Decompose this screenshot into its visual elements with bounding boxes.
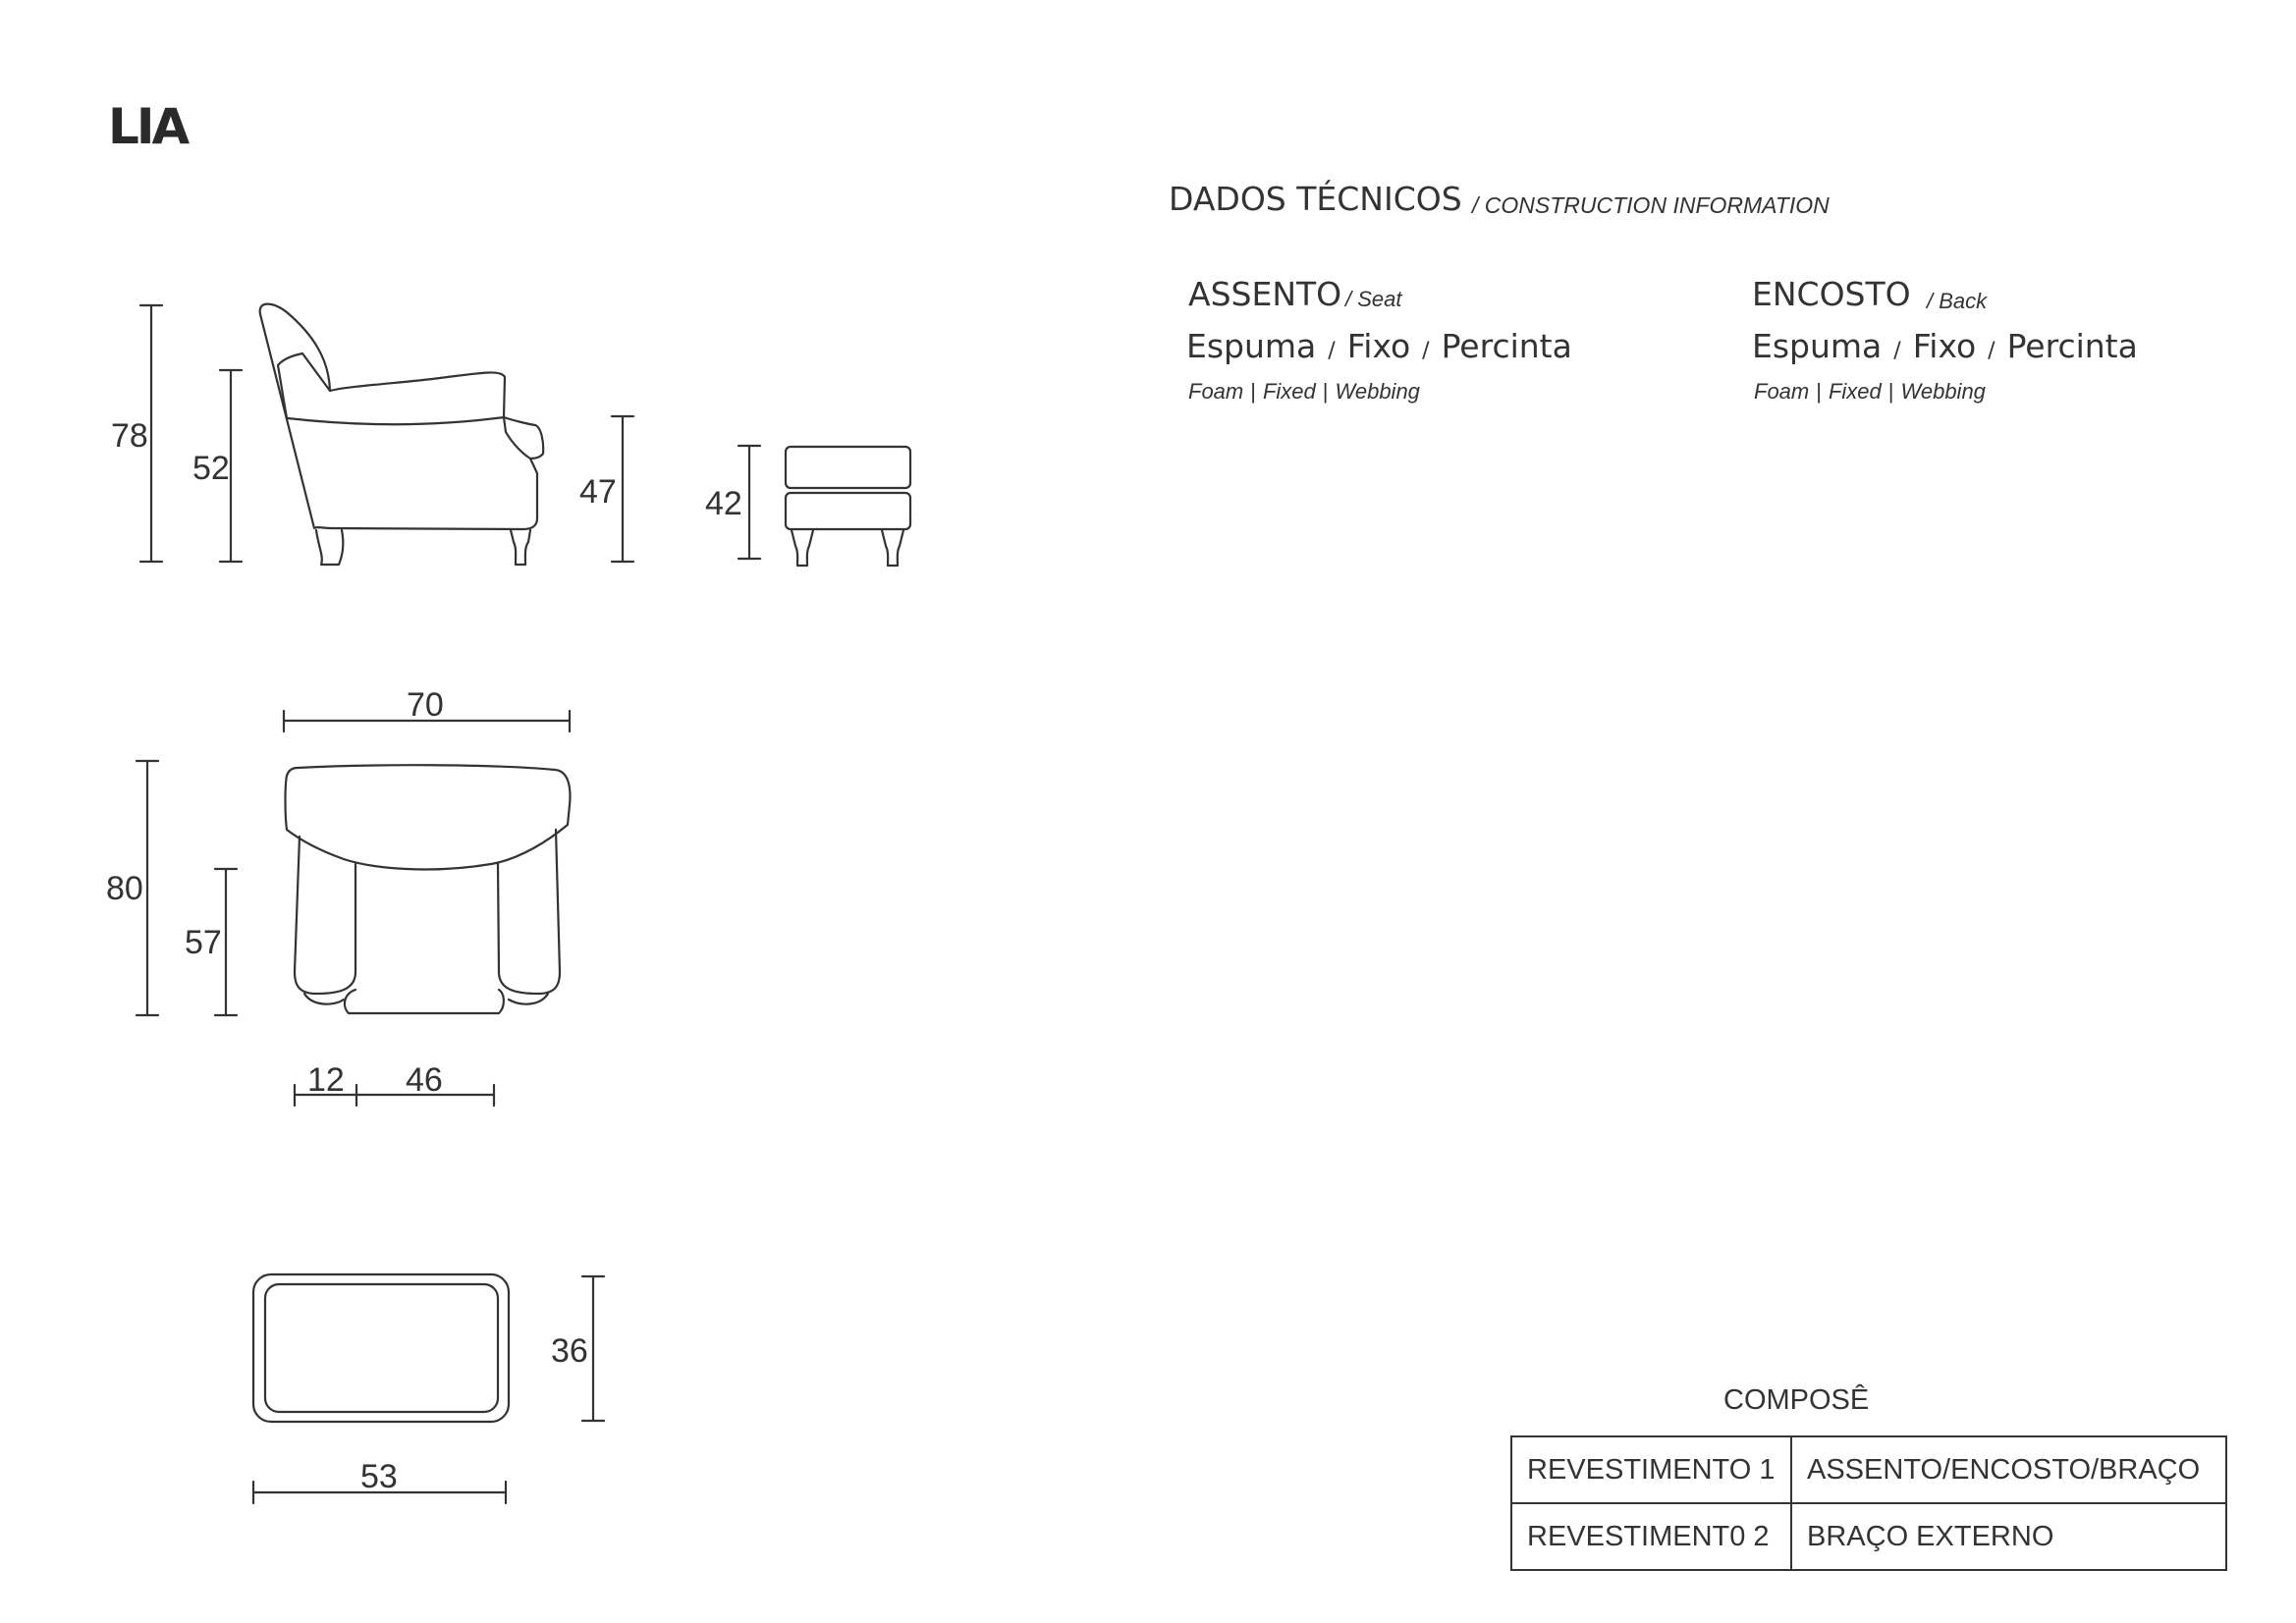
ottoman-side-leg-right xyxy=(882,530,903,566)
composition-code: REVESTIMENT0 2 xyxy=(1511,1503,1791,1570)
armchair-top-seat xyxy=(345,990,504,1013)
dim-ottoman-height: 42 xyxy=(705,485,742,522)
product-title: LIA xyxy=(108,98,188,155)
back-material-2: Fixo xyxy=(1912,327,1977,365)
table-row xyxy=(1511,1436,2226,1503)
ottoman-top-outer xyxy=(253,1274,509,1422)
back-material-1: Espuma xyxy=(1752,327,1883,365)
armchair-top-feet xyxy=(304,994,548,1004)
seat-material-en-2: Fixed xyxy=(1262,379,1316,404)
seat-material-2: Fixo xyxy=(1346,327,1411,365)
armchair-side-back-inner xyxy=(278,353,330,418)
back-material-3: Percinta xyxy=(2006,327,2138,365)
seat-material-3: Percinta xyxy=(1441,327,1572,365)
composition-parts: BRAÇO EXTERNO xyxy=(1791,1503,2226,1570)
dim-armchair-arm-width: 12 xyxy=(307,1061,345,1099)
seat-material-en-3: Webbing xyxy=(1335,379,1420,404)
dim-armchair-seat-depth: 57 xyxy=(185,924,222,961)
armchair-top-back xyxy=(286,765,571,869)
seat-title: ASSENTO xyxy=(1188,275,1342,313)
ottoman-top-inner xyxy=(265,1284,498,1412)
armchair-side-seam xyxy=(288,417,504,424)
back-material-en-3: Webbing xyxy=(1900,379,1986,404)
armchair-side-back-leg xyxy=(511,530,530,565)
back-materials: Espuma / Fixo / Percinta xyxy=(1752,327,2138,365)
dim-armchair-height: 78 xyxy=(111,417,148,455)
dimension-lines xyxy=(137,305,760,1503)
dim-ottoman-width: 53 xyxy=(360,1458,398,1495)
dim-armchair-arm-height: 52 xyxy=(192,450,230,487)
back-material-en-2: Fixed xyxy=(1828,379,1882,404)
ottoman-side-leg-left xyxy=(792,530,813,566)
dim-armchair-seat-width: 46 xyxy=(406,1061,443,1099)
table-row xyxy=(1511,1503,2226,1570)
composition-code: REVESTIMENTO 1 xyxy=(1511,1436,1791,1503)
composition-table xyxy=(1510,1435,2227,1571)
back-material-en-1: Foam xyxy=(1754,379,1810,404)
ottoman-side-cushion-bottom xyxy=(786,493,910,529)
dim-armchair-width: 70 xyxy=(407,686,444,724)
seat-materials: Espuma / Fixo / Percinta xyxy=(1186,327,1572,365)
seat-materials-en: Foam | Fixed | Webbing xyxy=(1188,379,1420,404)
armchair-side-front-leg xyxy=(316,530,343,565)
seat-material-1: Espuma xyxy=(1186,327,1317,365)
ottoman-top-view xyxy=(253,1274,509,1422)
ottoman-side-view xyxy=(786,447,910,566)
seat-subtitle: / Seat xyxy=(1345,287,1402,311)
dim-ottoman-depth: 36 xyxy=(551,1332,588,1370)
technical-data-title: DADOS TÉCNICOS xyxy=(1169,180,1462,218)
dimension-labels xyxy=(106,417,742,1495)
back-subtitle: / Back xyxy=(1927,289,1988,313)
armchair-side-view xyxy=(260,304,544,565)
dim-armchair-seat-height: 47 xyxy=(579,473,617,511)
ottoman-side-cushion-top xyxy=(786,447,910,488)
composition-title: COMPOSÊ xyxy=(1723,1384,1870,1416)
technical-data-subtitle: / CONSTRUCTION INFORMATION xyxy=(1472,192,1830,218)
dim-armchair-depth: 80 xyxy=(106,870,143,907)
armchair-top-view xyxy=(286,765,571,1013)
seat-material-en-1: Foam xyxy=(1188,379,1244,404)
back-title: ENCOSTO xyxy=(1752,275,1911,313)
composition-parts: ASSENTO/ENCOSTO/BRAÇO xyxy=(1791,1436,2226,1503)
armchair-top-arm-right xyxy=(498,830,560,994)
back-materials-en: Foam | Fixed | Webbing xyxy=(1754,379,1986,404)
